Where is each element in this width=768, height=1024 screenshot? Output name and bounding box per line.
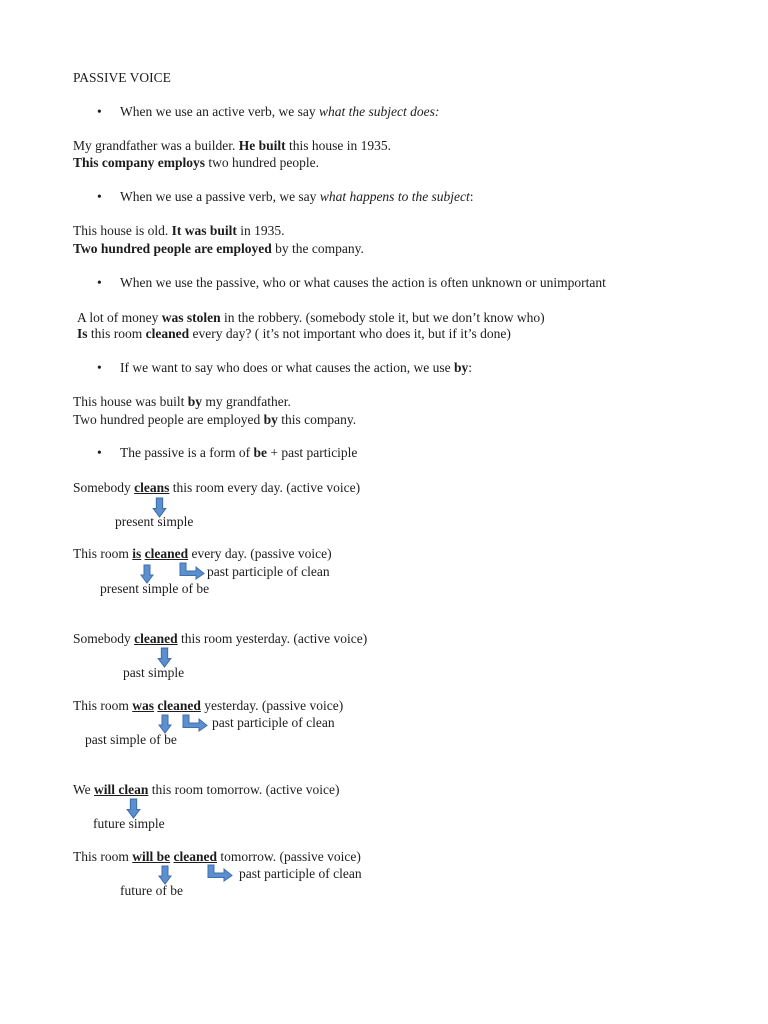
bent-right-arrow-icon: [179, 562, 205, 580]
bullet-icon: •: [97, 104, 102, 119]
example-line: A lot of money was stolen in the robbery. (somebody stole it, but we don’t know who): [77, 310, 545, 325]
be-form-label: future of be: [120, 883, 183, 898]
passive-sentence: This room will be cleaned tomorrow. (passive voice): [73, 849, 361, 864]
be-form-label: past simple of be: [85, 732, 177, 747]
active-sentence: We will clean this room tomorrow. (active voice): [73, 782, 340, 797]
participle-label: past participle of clean: [207, 564, 330, 579]
passive-sentence: This room is cleaned every day. (passive voice): [73, 546, 332, 561]
page-title: PASSIVE VOICE: [73, 70, 171, 85]
bullet-icon: •: [97, 275, 102, 290]
down-arrow-icon: [158, 714, 172, 734]
bent-right-arrow-icon: [182, 714, 208, 732]
example-line: This house was built by my grandfather.: [73, 394, 291, 409]
example-line: Two hundred people are employed by the company.: [73, 241, 364, 256]
example-line: This house is old. It was built in 1935.: [73, 223, 285, 238]
example-line: Is this room cleaned every day? ( it’s not important who does it, but if it’s done): [77, 326, 511, 341]
bent-right-arrow-icon: [207, 864, 233, 882]
example-line: My grandfather was a builder. He built this house in 1935.: [73, 138, 391, 153]
active-sentence: Somebody cleans this room every day. (active voice): [73, 480, 361, 495]
bullet-icon: •: [97, 189, 102, 204]
down-arrow-icon: [158, 865, 172, 885]
participle-label: past participle of clean: [239, 866, 362, 881]
tense-label: past simple: [123, 665, 185, 680]
tense-label: present simple: [115, 514, 194, 529]
tense-label: future simple: [93, 816, 165, 831]
example-line: Two hundred people are employed by this company.: [73, 412, 357, 427]
bullet-icon: •: [97, 360, 102, 375]
bullet-icon: •: [97, 445, 102, 460]
passive-sentence: This room was cleaned yesterday. (passive voice): [73, 698, 344, 713]
example-line: This company employs two hundred people.: [73, 155, 320, 170]
participle-label: past participle of clean: [212, 715, 335, 730]
active-sentence: Somebody cleaned this room yesterday. (active voice): [73, 631, 368, 646]
be-form-label: present simple of be: [100, 581, 210, 596]
